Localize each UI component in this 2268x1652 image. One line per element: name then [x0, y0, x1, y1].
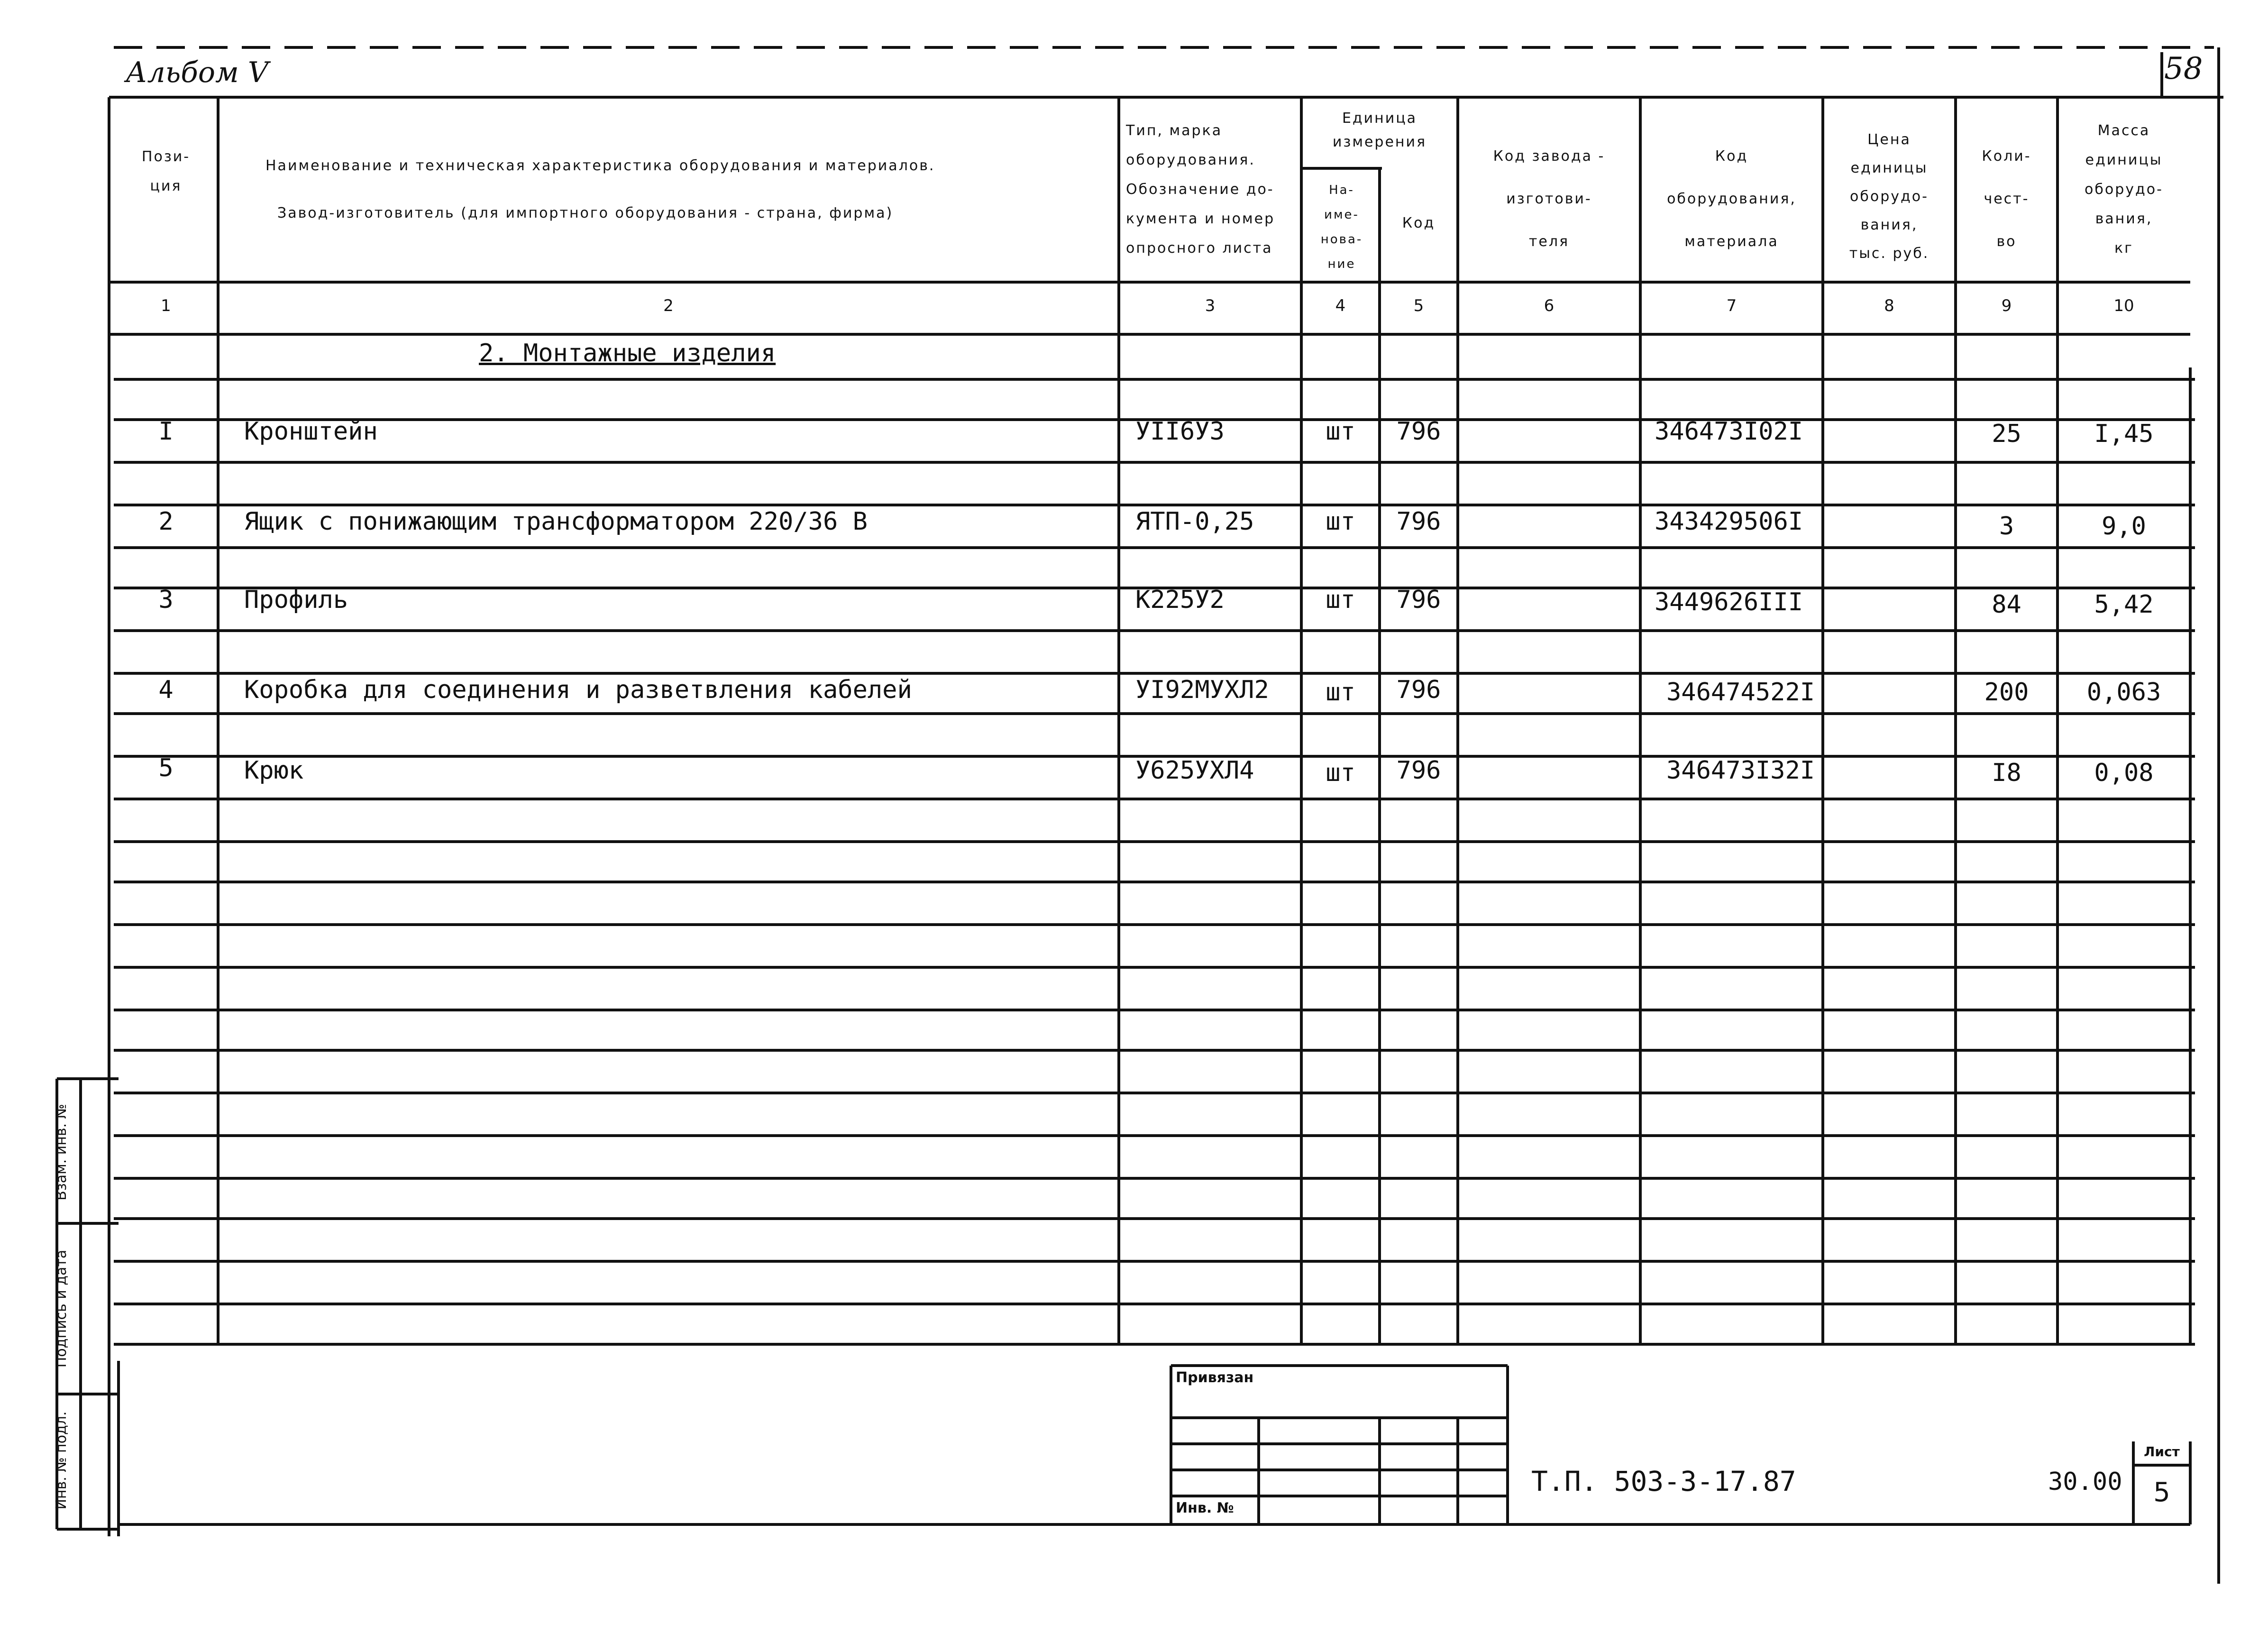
table-row-name: Кронштейн	[244, 417, 378, 446]
table-row-unit: шт	[1326, 586, 1355, 614]
title-block-inv-no: Инв. №	[1176, 1500, 1234, 1516]
document-code: Т.П. 503-3-17.87	[1531, 1465, 1796, 1497]
table-row-mass: 0,08	[2094, 759, 2154, 787]
table-row-unit-code: 796	[1396, 756, 1441, 785]
table-row-quantity: 84	[1992, 590, 2021, 619]
header-unit-code: Код	[1402, 215, 1436, 231]
document-section: 30.00	[2048, 1468, 2122, 1496]
table-row-unit-code: 796	[1396, 417, 1441, 446]
section-title: 2. Монтажные изделия	[479, 339, 776, 367]
table-row-unit: шт	[1326, 678, 1355, 707]
table-row-equipment-code: 3449626III	[1655, 588, 1803, 616]
table-row-mass: 0,063	[2086, 678, 2161, 707]
table-row-type: У625УХЛ4	[1135, 756, 1254, 785]
col-number: 10	[2113, 296, 2134, 315]
col-number: 8	[1884, 296, 1894, 315]
header-type: Тип, марка оборудования. Обозначение до- кумента и номер опросного листа	[1126, 122, 1275, 257]
col-number: 4	[1335, 296, 1346, 315]
table-row-position: 4	[158, 676, 174, 704]
col-number: 6	[1544, 296, 1555, 315]
table-row-type: УI92МУХЛ2	[1135, 676, 1269, 704]
table-row-mass: 5,42	[2094, 590, 2154, 619]
table-row-position: 2	[158, 507, 174, 536]
table-row-unit: шт	[1326, 759, 1355, 787]
table-row-unit: шт	[1326, 417, 1355, 446]
header-price: Цена единицы оборудо- вания, тыс. руб.	[1849, 131, 1930, 262]
table-row-unit: шт	[1326, 507, 1355, 536]
table-row-position: 3	[158, 586, 174, 614]
table-row-name: Коробка для соединения и разветвления кабелей	[244, 676, 912, 704]
table-row-equipment-code: 346474522I	[1666, 678, 1815, 707]
table-row-quantity: I8	[1992, 759, 2021, 787]
side-stamp-inv-original: Инв. № подл.	[53, 1411, 70, 1510]
header-equipment-code: Код оборудования, материала	[1667, 148, 1796, 250]
table-row-equipment-code: 346473I02I	[1655, 417, 1803, 446]
side-stamp-signature-date: Подпись и дата	[53, 1249, 70, 1368]
album-label: Альбом V	[126, 56, 269, 89]
side-stamp-replaced-inv: Взам. инв. №	[53, 1104, 70, 1201]
table-row-mass: I,45	[2094, 420, 2154, 448]
sheet-label: Лист	[2144, 1444, 2180, 1459]
table-row-unit-code: 796	[1396, 507, 1441, 536]
table-row-name: Ящик с понижающим трансформатором 220/36 В	[244, 507, 868, 536]
table-row-equipment-code: 343429506I	[1655, 507, 1803, 536]
header-position: Пози- ция	[141, 148, 191, 194]
table-row-name: Крюк	[244, 756, 304, 785]
col-number: 3	[1205, 296, 1216, 315]
header-quantity: Коли- чест- во	[1982, 148, 2031, 250]
page-number-corner: 58	[2164, 51, 2203, 86]
table-row-equipment-code: 346473I32I	[1666, 756, 1815, 785]
table-row-position: I	[158, 417, 174, 446]
table-row-type: К225У2	[1135, 586, 1225, 614]
table-row-quantity: 3	[1999, 512, 2014, 541]
table-row-unit-code: 796	[1396, 676, 1441, 704]
col-number: 2	[663, 296, 674, 315]
table-row-type: УII6У3	[1135, 417, 1225, 446]
header-unit-name: На- име- нова- ние	[1320, 183, 1363, 271]
header-unit-group: Единица измерения	[1332, 110, 1427, 150]
table-row-quantity: 25	[1992, 420, 2021, 448]
sheet-number: 5	[2153, 1477, 2170, 1508]
table-row-mass: 9,0	[2102, 512, 2146, 541]
table-row-name: Профиль	[244, 586, 348, 614]
title-block-attached: Привязан	[1176, 1369, 1254, 1386]
col-number: 1	[161, 296, 171, 315]
table-row-position: 5	[158, 754, 174, 782]
header-mass: Масса единицы оборудо- вания, кг	[2085, 122, 2163, 257]
table-row-unit-code: 796	[1396, 586, 1441, 614]
col-number: 7	[1726, 296, 1737, 315]
header-manufacturer-code: Код завода - изготови- теля	[1493, 148, 1605, 250]
table-row-type: ЯТП-0,25	[1135, 507, 1254, 536]
header-name: Наименование и техническая характеристика оборудования и материалов. Завод-изготовитель (для импортного оборудования - страна, фирма)	[265, 157, 935, 221]
table-row-quantity: 200	[1984, 678, 2029, 707]
col-number: 9	[2001, 296, 2012, 315]
col-number: 5	[1413, 296, 1424, 315]
